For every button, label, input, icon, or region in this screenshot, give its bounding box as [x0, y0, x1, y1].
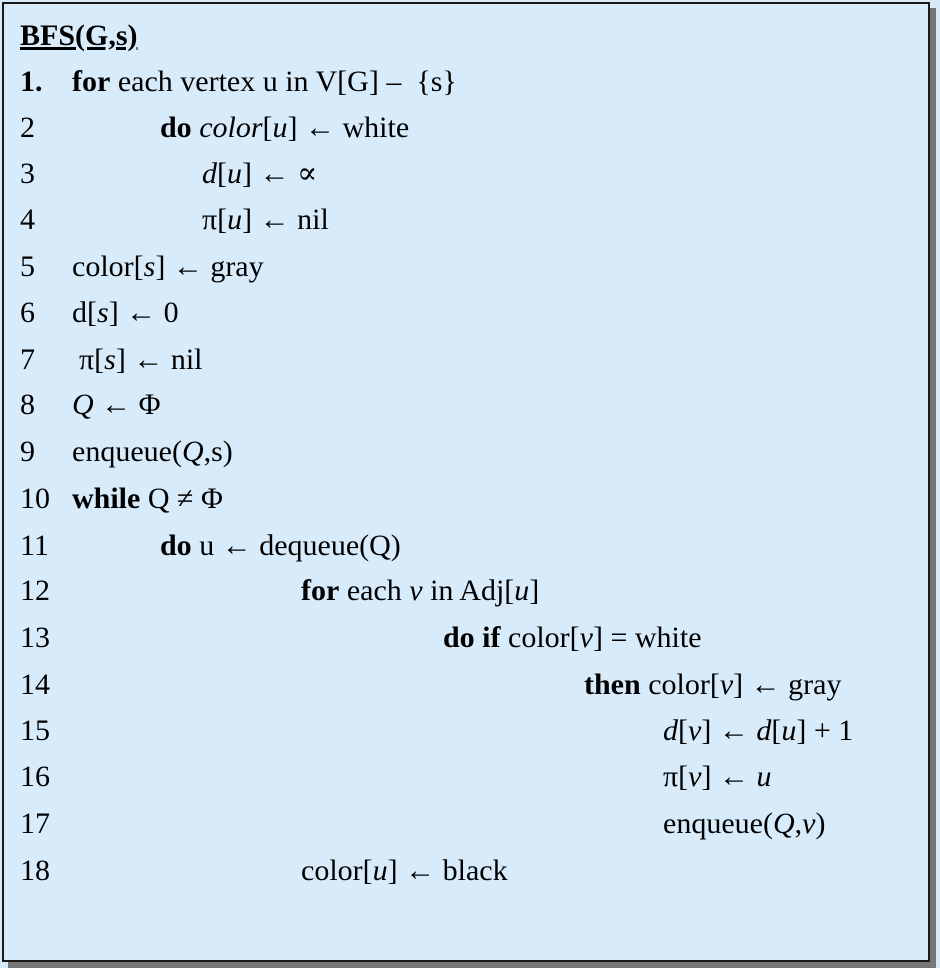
variable: s: [143, 250, 156, 283]
code-fragment: Q ≠ Φ: [140, 482, 223, 515]
line-number: 14: [20, 668, 50, 701]
code-line: [4, 107, 928, 149]
code-fragment: ] ← nil: [115, 343, 203, 376]
code-line: [4, 850, 928, 892]
code-fragment: ,: [794, 807, 803, 840]
code-text: [79, 339, 203, 381]
algorithm-box: [2, 2, 930, 962]
code-fragment: color[: [640, 668, 720, 701]
variable: s: [104, 343, 116, 376]
code-fragment: d[: [72, 296, 97, 329]
code-fragment: ] ← gray: [155, 250, 264, 283]
code-text: [160, 107, 409, 149]
line-number: 16: [20, 760, 50, 793]
variable: u: [227, 203, 243, 236]
code-fragment: ,s): [203, 435, 233, 468]
variable: Q: [181, 435, 204, 468]
variable: d: [202, 157, 217, 190]
code-fragment: ] ← gray: [733, 668, 842, 701]
code-text: [202, 153, 317, 195]
variable: v: [688, 760, 702, 793]
code-line: [4, 710, 928, 752]
code-line: [4, 61, 928, 103]
variable: Q: [72, 388, 94, 421]
algorithm-title: BFS(G,s): [20, 19, 138, 52]
line-number: 1.: [20, 65, 43, 98]
line-number: 9: [20, 435, 35, 468]
code-fragment: [: [262, 111, 273, 144]
variable: u: [781, 714, 797, 747]
code-text: [202, 199, 329, 241]
code-fragment: π[: [663, 760, 689, 793]
code-fragment: color[: [301, 854, 373, 887]
code-fragment: ] ← ∝: [242, 157, 318, 190]
line-number: 6: [20, 296, 35, 329]
code-line: [4, 478, 928, 520]
line-number: 2: [20, 111, 35, 144]
code-fragment: each vertex u in V[G] – {s}: [110, 65, 457, 98]
code-fragment: ← Φ: [93, 388, 161, 421]
code-fragment: ]: [529, 574, 540, 607]
code-fragment: [: [771, 714, 782, 747]
variable: d: [663, 714, 678, 747]
variable: u: [372, 854, 388, 887]
code-text: [663, 710, 853, 752]
line-number: 15: [20, 714, 50, 747]
keyword: do if: [443, 621, 501, 654]
code-fragment: color[: [500, 621, 580, 654]
code-text: [72, 61, 457, 103]
variable: v: [688, 714, 702, 747]
code-text: [72, 431, 233, 473]
keyword: then: [584, 668, 641, 701]
code-fragment: ] ← nil: [242, 203, 329, 236]
line-number: 13: [20, 621, 50, 654]
code-text: [72, 384, 161, 426]
line-number: 17: [20, 807, 50, 840]
code-line: [4, 292, 928, 334]
code-line: [4, 803, 928, 845]
line-number: 12: [20, 574, 50, 607]
code-text: [72, 292, 179, 334]
keyword: while: [72, 482, 141, 515]
code-text: [301, 850, 508, 892]
code-fragment: ] = white: [592, 621, 702, 654]
code-fragment: ] + 1: [796, 714, 854, 747]
keyword: do: [160, 529, 192, 562]
code-fragment: enqueue(: [72, 435, 182, 468]
variable: Q: [772, 807, 795, 840]
line-number: 8: [20, 388, 35, 421]
line-number: 3: [20, 157, 35, 190]
code-text: [301, 570, 539, 612]
code-text: [663, 803, 825, 845]
variable: v: [719, 668, 734, 701]
line-number: 7: [20, 343, 35, 376]
code-fragment: ): [815, 807, 826, 840]
code-line: [4, 664, 928, 706]
code-line: [4, 199, 928, 241]
variable: s: [97, 296, 109, 329]
code-line: [4, 617, 928, 659]
code-fragment: enqueue(: [663, 807, 773, 840]
code-fragment: ] ←: [701, 714, 757, 747]
code-line: [4, 431, 928, 473]
code-fragment: u ← dequeue(Q): [191, 529, 401, 562]
code-text: [443, 617, 702, 659]
variable: v: [409, 574, 423, 607]
code-fragment: [: [678, 714, 688, 747]
keyword: do: [160, 111, 192, 144]
code-fragment: ] ←: [701, 760, 757, 793]
variable: u: [272, 111, 288, 144]
code-fragment: ] ← 0: [108, 296, 179, 329]
line-number: 18: [20, 854, 50, 887]
line-number: 4: [20, 203, 35, 236]
code-fragment: [: [217, 157, 227, 190]
code-line: [4, 153, 928, 195]
variable: u: [514, 574, 530, 607]
code-text: [160, 525, 401, 567]
variable: v: [579, 621, 593, 654]
keyword: for: [72, 65, 111, 98]
variable: v: [802, 807, 816, 840]
line-number: 11: [20, 529, 49, 562]
code-line: [4, 525, 928, 567]
line-number: 5: [20, 250, 35, 283]
code-fragment: in Adj[: [422, 574, 515, 607]
line-number: 10: [20, 482, 50, 515]
code-text: [72, 246, 264, 288]
code-fragment: π[: [202, 203, 228, 236]
variable: color: [199, 111, 263, 144]
variable: d: [756, 714, 772, 747]
variable: u: [756, 760, 772, 793]
code-line: [4, 570, 928, 612]
code-line: [4, 246, 928, 288]
code-text: [584, 664, 841, 706]
code-fragment: ] ← white: [287, 111, 410, 144]
code-line: [4, 756, 928, 798]
code-fragment: each: [339, 574, 410, 607]
code-fragment: ] ← black: [387, 854, 508, 887]
code-fragment: color[: [72, 250, 144, 283]
code-text: [663, 756, 771, 798]
code-text: [72, 478, 223, 520]
keyword: for: [301, 574, 340, 607]
variable: u: [227, 157, 242, 190]
code-fragment: π[: [79, 343, 105, 376]
code-line: [4, 339, 928, 381]
code-line: [4, 384, 928, 426]
